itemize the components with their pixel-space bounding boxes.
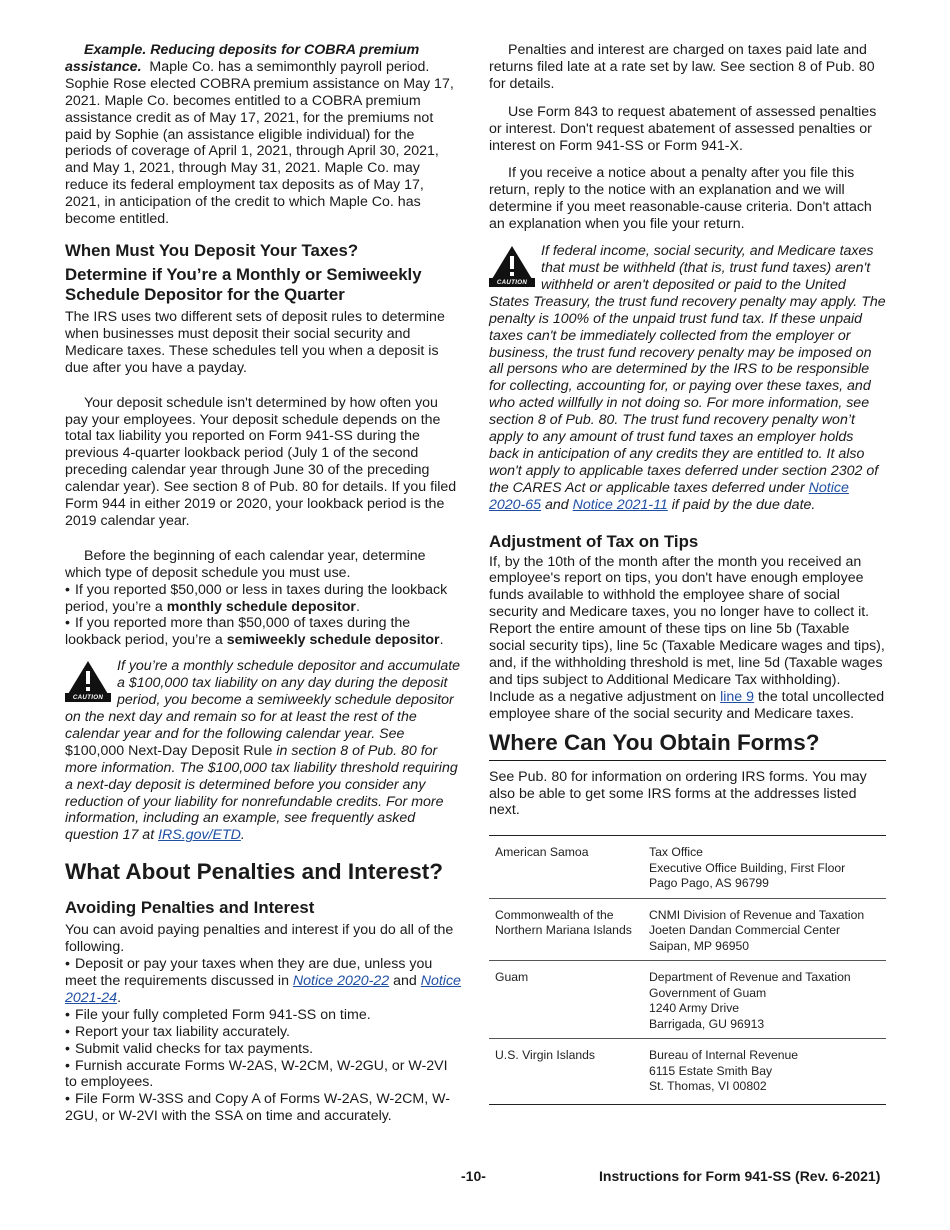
paragraph-penalty-notice: If you receive a notice about a penalty after you file this return, reply to the notice with an explanation and we will determine if you meet reasonable-cause criteria. Don't attach an explanation when you file your return. bbox=[489, 165, 872, 233]
notice-2021-11-link[interactable]: Notice 2021-11 bbox=[572, 496, 668, 513]
office-address-line: Department of Revenue and Taxation bbox=[649, 970, 851, 985]
document-title: Instructions for Form 941-SS (Rev. 6-2021) bbox=[599, 1168, 881, 1184]
office-address-line: 6115 Estate Smith Bay bbox=[649, 1063, 773, 1078]
table-row bbox=[489, 836, 886, 899]
office-address-line: Bureau of Internal Revenue bbox=[649, 1048, 799, 1063]
office-location: American Samoa bbox=[489, 836, 643, 899]
caution-note-deposit: CAUTION If you’re a monthly schedule depositor and accumulate a $100,000 tax liability on any day during the deposit period, you become a semiweekly schedule depositor on the next day and remain so for at least the rest of the calendar year and for the following calendar year. See $100,000 Next-Day Deposit Rule in section 8 of Pub. 80 for more information. The $100,000 tax liability threshold requiring a next-day deposit is determined before you consider any reduction of your liability for nonrefundable credits. For more information, including an example, see frequently asked question 17 at IRS.gov/ETD. bbox=[65, 658, 461, 844]
office-location: Commonwealth of the Northern Mariana Islands bbox=[489, 898, 643, 961]
office-address-line: St. Thomas, VI 00802 bbox=[649, 1079, 767, 1094]
bullet-report-liability: • Report your tax liability accurately. bbox=[65, 1024, 462, 1041]
right-column bbox=[489, 42, 886, 1105]
bullet-valid-checks: • Submit valid checks for tax payments. bbox=[65, 1041, 462, 1058]
office-address-line: Government of Guam bbox=[649, 985, 767, 1000]
office-address-line: Barrigada, GU 96913 bbox=[649, 1016, 765, 1031]
bullet-file-form: • File your fully completed Form 941-SS on time. bbox=[65, 1007, 462, 1024]
left-column bbox=[65, 42, 462, 1125]
caution-note-trust-fund: CAUTION If federal income, social security, and Medicare taxes that must be withheld (that is, trust fund taxes) aren't withheld or aren't deposited or paid to the United States Treasury, the trust fund recovery penalty may apply. The penalty is 100% of the unpaid trust fund tax. If these unpaid taxes can't be immediately collected from the employer or business, the trust fund recovery penalty may be imposed on all persons who are determined by the IRS to be responsible for collecting, accounting for, or paying over these taxes, and who acted willfully in not doing so. For more information, see section 8 of Pub. 80. The trust fund recovery penalty won’t apply to any amount of trust fund taxes an employer holds back in anticipation of any credits they are entitled to. It also won't apply to applicable taxes deferred under section 2302 of the CARES Act or applicable taxes deferred under Notice 2020-65 and Notice 2021-11 if paid by the due date. bbox=[489, 243, 886, 513]
notice-2021-24-link[interactable]: Notice 2021-24 bbox=[65, 972, 461, 1006]
office-address bbox=[643, 836, 886, 899]
heading-penalties: What About Penalties and Interest? bbox=[65, 859, 443, 885]
heading-depositor: Determine if You’re a Monthly or Semiweekly Schedule Depositor for the Quarter bbox=[65, 264, 422, 304]
caution-icon: CAUTION bbox=[489, 245, 535, 289]
paragraph-forms: See Pub. 80 for information on ordering IRS forms. You may also be able to get some IRS forms at the addresses listed next. bbox=[489, 768, 867, 819]
office-address-line: Saipan, MP 96950 bbox=[649, 938, 750, 953]
office-address-line: CNMI Division of Revenue and Taxation bbox=[649, 907, 865, 922]
bullet-furnish-w2: • Furnish accurate Forms W-2AS, W-2CM, W-2GU, or W-2VI to employees. bbox=[65, 1058, 462, 1092]
bullet-monthly: • If you reported $50,000 or less in taxes during the lookback period, you’re a monthly schedule depositor. bbox=[65, 582, 462, 616]
table-row bbox=[489, 898, 886, 961]
office-location: U.S. Virgin Islands bbox=[489, 1039, 643, 1105]
paragraph-avoid: You can avoid paying penalties and interest if you do all of the following. bbox=[65, 922, 454, 956]
paragraph-penalties-charged: Penalties and interest are charged on taxes paid late and returns filed late at a rate set by law. See section 8 of Pub. 80 for details. bbox=[489, 42, 875, 92]
office-address-line: Joeten Dandan Commercial Center bbox=[649, 923, 841, 938]
bullet-file-w3ss: • File Form W-3SS and Copy A of Forms W-2AS, W-2CM, W-2GU, or W-2VI with the SSA on time and accurately. bbox=[65, 1091, 462, 1125]
heading-avoiding: Avoiding Penalties and Interest bbox=[65, 898, 315, 918]
office-address-line: Pago Pago, AS 96799 bbox=[649, 876, 769, 891]
example-text: Maple Co. has a semimonthly payroll period. Sophie Rose elected COBRA premium assistance on May 17, 2021. Maple Co. becomes entitled to a COBRA premium assistance credit as of May 17, 2021, for the premiums not paid by Sophie (an assistance eligible individual) for the periods of coverage of April 1, 2021, through April 30, 2021, and May 1, 2021, through May 31, 2021. Maple Co. may reduce its federal employment tax deposits as of May 17, 2021, in anticipation of the credit to which Maple Co. has become entitled. bbox=[65, 58, 454, 228]
example-paragraph bbox=[65, 42, 462, 228]
caution-icon: CAUTION bbox=[65, 660, 111, 704]
irs-etd-link[interactable]: IRS.gov/ETD bbox=[158, 827, 241, 844]
table-row bbox=[489, 1039, 886, 1105]
office-address bbox=[643, 961, 886, 1039]
office-address bbox=[643, 898, 886, 961]
table-row bbox=[489, 961, 886, 1039]
heading-forms: Where Can You Obtain Forms? bbox=[489, 729, 886, 761]
paragraph-schedule: Your deposit schedule isn't determined by how often you pay your employees. Your deposit schedule depends on the total tax liability you reported on Form 941-SS during the previous 4-quarter lookback period (July 1 of the second preceding calendar year through June 30 of the preceding calendar year). See section 8 of Pub. 80 for details. If you filed Form 944 in either 2019 or 2020, your lookback period is the 2019 calendar year. bbox=[65, 394, 457, 529]
page-number: -10- bbox=[461, 1168, 486, 1184]
office-address-line: Tax Office bbox=[649, 845, 703, 860]
office-location: Guam bbox=[489, 961, 643, 1039]
office-address bbox=[643, 1039, 886, 1105]
paragraph-tips: If, by the 10th of the month after the month you received an employee's report on tips, you don't have enough employee funds available to withhold the employee share of social security and Medicare taxes, you no longer have to collect it. Report the entire amount of these tips on line 5b (Taxable social security tips), line 5c (Taxable Medicare wages and tips), and, if the withholding threshold is met, line 5d (Taxable wages and tips subject to Additional Medicare Tax withholding). Include as a negative adjustment on line 9 the total uncollected employee share of the social security and Medicare taxes. bbox=[489, 553, 885, 722]
paragraph-two-sets: The IRS uses two different sets of deposit rules to determine when businesses must deposit their social security and Medicare taxes. These schedules tell you when a deposit is due after you have a payday. bbox=[65, 308, 445, 376]
example-lead: Example. Reducing deposits for COBRA premium assistance. bbox=[65, 42, 420, 75]
heading-tips: Adjustment of Tax on Tips bbox=[489, 531, 699, 551]
bullet-deposit-on-time: • Deposit or pay your taxes when they are due, unless you meet the requirements discussed in Notice 2020-22 and Notice 2021-24. bbox=[65, 956, 462, 1007]
notice-2020-65-link[interactable]: Notice 2020-65 bbox=[489, 479, 849, 513]
paragraph-before: Before the beginning of each calendar year, determine which type of deposit schedule you must use. bbox=[65, 547, 426, 581]
offices-table bbox=[489, 835, 886, 1105]
heading-deposit: When Must You Deposit Your Taxes? bbox=[65, 240, 359, 260]
bullet-semiweekly: • If you reported more than $50,000 of taxes during the lookback period, you’re a semiweekly schedule depositor. bbox=[65, 615, 462, 649]
office-address-line: 1240 Army Drive bbox=[649, 1001, 740, 1016]
paragraph-form-843: Use Form 843 to request abatement of assessed penalties or interest. Don't request abatement of assessed penalties or interest on Form 941-SS or Form 941-X. bbox=[489, 103, 877, 154]
office-address-line: Executive Office Building, First Floor bbox=[649, 860, 846, 875]
line-9-link[interactable]: line 9 bbox=[720, 688, 755, 705]
notice-2020-22-link[interactable]: Notice 2020-22 bbox=[292, 972, 390, 989]
